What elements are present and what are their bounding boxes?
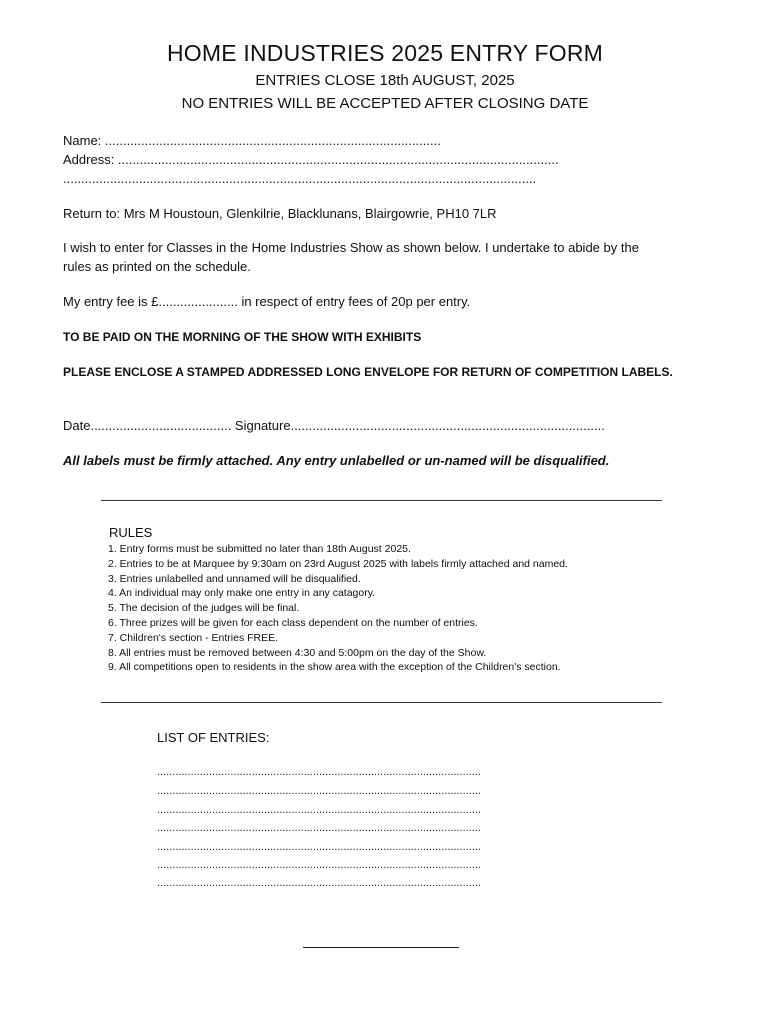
envelope-notice: PLEASE ENCLOSE A STAMPED ADDRESSED LONG ENVELOPE FOR RETURN OF COMPETITION LABELS.	[63, 365, 673, 379]
rule-item: 5. The decision of the judges will be final.	[108, 602, 300, 615]
entry-line[interactable]: ..........................................................................................................	[157, 859, 481, 871]
address-field-line-2[interactable]: ...................................................................................................................................	[63, 171, 537, 186]
entry-line[interactable]: ..........................................................................................................	[157, 766, 481, 778]
rule-item: 9. All competitions open to residents in the show area with the exception of the Children's section.	[108, 661, 561, 674]
rule-item: 4. An individual may only make one entry in any catagory.	[108, 587, 376, 600]
entry-fee-field[interactable]: My entry fee is £...................... in respect of entry fees of 20p per entry.	[63, 294, 471, 309]
rule-item: 1. Entry forms must be submitted no later than 18th August 2025.	[108, 543, 411, 555]
divider-top	[101, 500, 662, 501]
rule-item: 8. All entries must be removed between 4:30 and 5:00pm on the day of the Show.	[108, 646, 487, 659]
payment-notice: TO BE PAID ON THE MORNING OF THE SHOW WITH EXHIBITS	[63, 330, 422, 344]
rule-item: 6. Three prizes will be given for each class dependent on the number of entries.	[108, 616, 478, 629]
rule-item: 2. Entries to be at Marquee by 9:30am on 23rd August 2025 with labels firmly attached and named.	[108, 557, 568, 570]
entry-line[interactable]: ..........................................................................................................	[157, 785, 481, 797]
declaration-line-1: I wish to enter for Classes in the Home Industries Show as shown below. I undertake to abide by the	[63, 240, 639, 255]
late-entry-notice: NO ENTRIES WILL BE ACCEPTED AFTER CLOSING DATE	[181, 95, 589, 112]
entry-line[interactable]: ..........................................................................................................	[157, 822, 481, 834]
rules-heading: RULES	[109, 525, 153, 540]
entry-line[interactable]: ..........................................................................................................	[157, 841, 481, 853]
rule-item: 3. Entries unlabelled and unnamed will be disqualified.	[108, 572, 361, 585]
address-field[interactable]: Address: ..........................................................................................................................	[63, 152, 559, 167]
page-title: HOME INDUSTRIES 2025 ENTRY FORM	[166, 40, 604, 66]
declaration-line-2: rules as printed on the schedule.	[63, 259, 251, 274]
return-address: Return to: Mrs M Houstoun, Glenkilrie, Blacklunans, Blairgowrie, PH10 7LR	[63, 206, 497, 221]
entry-line[interactable]: ..........................................................................................................	[157, 877, 481, 889]
rule-item: 7. Children's section - Entries FREE.	[108, 631, 279, 644]
closing-date-notice: ENTRIES CLOSE 18th AUGUST, 2025	[255, 72, 515, 89]
name-field[interactable]: Name: .............................................................................................	[63, 133, 441, 148]
date-signature-field[interactable]: Date....................................... Signature.......................................................................................	[63, 418, 605, 433]
entry-line[interactable]: ..........................................................................................................	[157, 804, 481, 816]
labels-warning: All labels must be firmly attached. Any entry unlabelled or un-named will be disqualified.	[63, 453, 610, 468]
divider-bottom	[101, 702, 662, 703]
rules-list	[108, 542, 568, 675]
signature-underline	[303, 947, 459, 948]
entries-heading: LIST OF ENTRIES:	[157, 730, 270, 745]
